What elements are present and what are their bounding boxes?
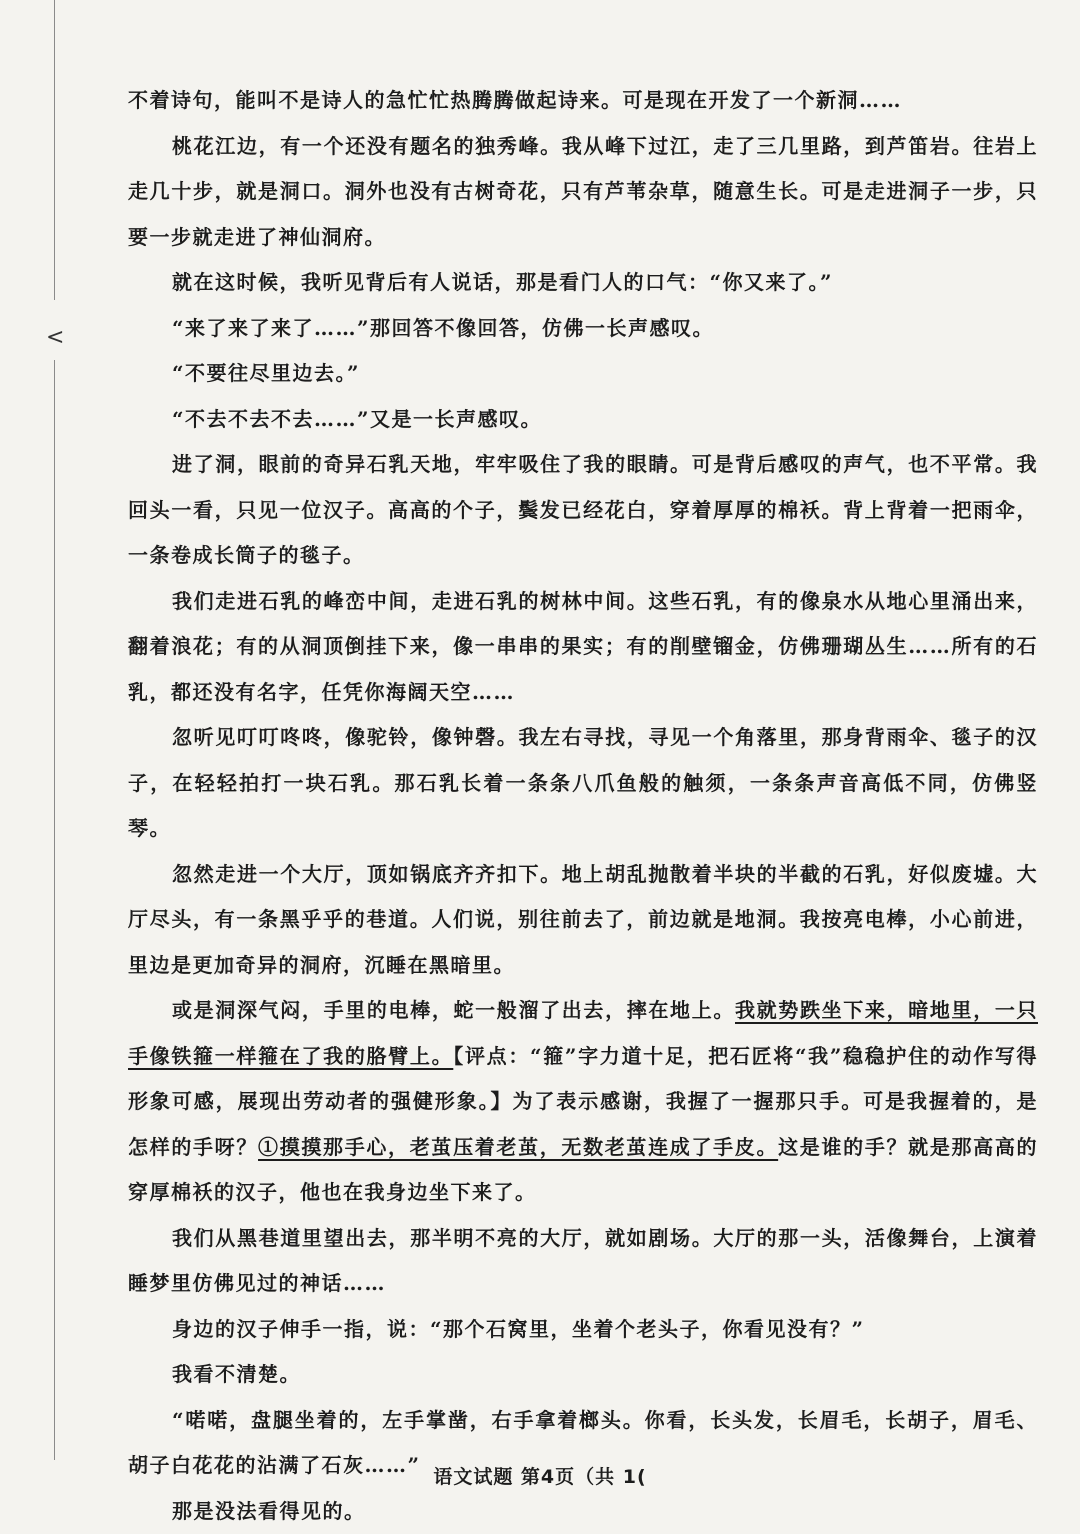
binding-mark: < bbox=[46, 325, 64, 350]
paragraph: 进了洞，眼前的奇异石乳天地，牢牢吸住了我的眼睛。可是背后感叹的声气，也不平常。我回头一看，只见一位汉子。高高的个子，鬓发已经花白，穿着厚厚的棉袄。背上背着一把雨伞，一条卷成长筒子的毯子。 bbox=[128, 442, 1038, 579]
paragraph: 我们从黑巷道里望出去，那半明不亮的大厅，就如剧场。大厅的那一头，活像舞台，上演着睡梦里仿佛见过的神话…… bbox=[128, 1216, 1038, 1307]
paragraph: 就在这时候，我听见背后有人说话，那是看门人的口气：“你又来了。” bbox=[128, 260, 1038, 306]
paragraph-segment: 为了表示感谢，我握了一握那只手。可是我握着的，是怎样的手呀？ bbox=[128, 1089, 1038, 1159]
binding-line bbox=[54, 0, 55, 300]
paragraph-continued: 不着诗句，能叫不是诗人的急忙忙热腾腾做起诗来。可是现在开发了一个新洞…… bbox=[128, 78, 1038, 124]
page-footer: 语文试题 第4页（共 1( bbox=[0, 1462, 1080, 1489]
paragraph: 忽听见叮叮咚咚，像驼铃，像钟磬。我左右寻找，寻见一个角落里，那身背雨伞、毯子的汉子，在轻轻拍打一块石乳。那石乳长着一条条八爪鱼般的触须，一条条声音高低不同，仿佛竖琴。 bbox=[128, 715, 1038, 852]
underlined-sentence: 我就势跌坐下来，暗地里，一只手像铁箍一样箍在了我的胳臂上。 bbox=[128, 998, 1038, 1068]
paragraph: 那是没法看得见的。 bbox=[128, 1489, 1038, 1534]
paragraph: 桃花江边，有一个还没有题名的独秀峰。我从峰下过江，走了三几里路，到芦笛岩。往岩上走几十步，就是洞口。洞外也没有古树奇花，只有芦苇杂草，随意生长。可是走进洞子一步，只要一步就走进了神仙洞府。 bbox=[128, 124, 1038, 261]
paragraph: “不去不去不去……”又是一长声感叹。 bbox=[128, 397, 1038, 443]
paragraph: 忽然走进一个大厅，顶如锅底齐齐扣下。地上胡乱抛散着半块的半截的石乳，好似废墟。大厅尽头，有一条黑乎乎的巷道。人们说，别往前去了，前边就是地洞。我按亮电棒，小心前进，里边是更加奇异的洞府，沉睡在黑暗里。 bbox=[128, 852, 1038, 989]
paragraph: “不要往尽里边去。” bbox=[128, 351, 1038, 397]
binding-line bbox=[54, 360, 55, 1460]
passage-text bbox=[128, 78, 1038, 1534]
paragraph: 我看不清楚。 bbox=[128, 1352, 1038, 1398]
paragraph: “来了来了来了……”那回答不像回答，仿佛一长声感叹。 bbox=[128, 306, 1038, 352]
paragraph: 身边的汉子伸手一指，说：“那个石窝里，坐着个老头子，你看见没有？” bbox=[128, 1307, 1038, 1353]
annotated-paragraph bbox=[128, 988, 1038, 1216]
paragraph-segment: 或是洞深气闷，手里的电棒，蛇一般溜了出去，摔在地上。 bbox=[172, 998, 735, 1022]
underlined-sentence-1: ①摸摸那手心，老茧压着老茧，无数老茧连成了手皮。 bbox=[258, 1135, 778, 1159]
paragraph: “喏喏，盘腿坐着的，左手掌凿，右手拿着榔头。你看，长头发，长眉毛，长胡子，眉毛、胡子白花花的沾满了石灰……” bbox=[128, 1398, 1038, 1489]
paragraph: 我们走进石乳的峰峦中间，走进石乳的树林中间。这些石乳，有的像泉水从地心里涌出来，翻着浪花；有的从洞顶倒挂下来，像一串串的果实；有的削壁镏金，仿佛珊瑚丛生……所有的石乳，都还没有名字，任凭你海阔天空…… bbox=[128, 579, 1038, 716]
comment-note: 【评点：“箍”字力道十足，把石匠将“我”稳稳护住的动作写得形象可感，展现出劳动者的强健形象。】 bbox=[128, 1044, 1038, 1114]
paragraph-segment: 这是谁的手？就是那高高的穿厚棉袄的汉子，他也在我身边坐下来了。 bbox=[128, 1135, 1038, 1205]
